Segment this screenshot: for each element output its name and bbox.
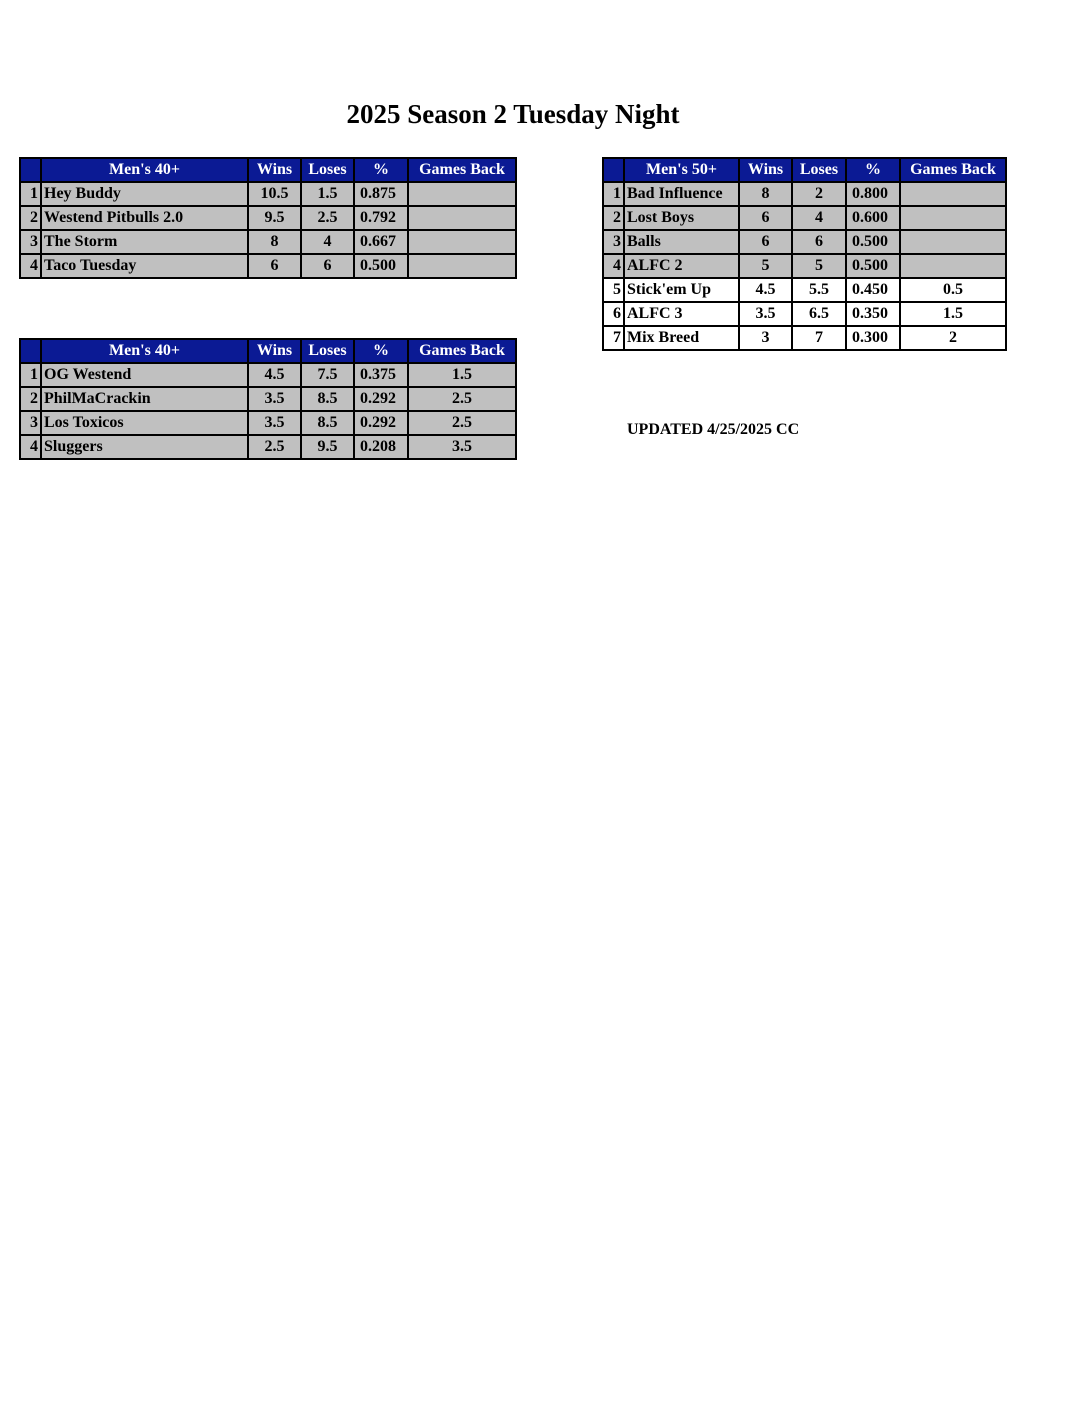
team-cell: Mix Breed [624, 326, 739, 350]
games-back-cell [408, 182, 516, 206]
wins-cell: 6 [739, 206, 792, 230]
team-cell: PhilMaCrackin [41, 387, 248, 411]
wins-cell: 2.5 [248, 435, 301, 459]
header-wins: Wins [739, 158, 792, 182]
team-cell: Hey Buddy [41, 182, 248, 206]
percent-cell: 0.350 [846, 302, 900, 326]
percent-cell: 0.292 [354, 411, 408, 435]
rank-cell: 4 [20, 254, 41, 278]
rank-cell: 4 [20, 435, 41, 459]
header-wins: Wins [248, 158, 301, 182]
wins-cell: 4.5 [248, 363, 301, 387]
table-row [603, 326, 1006, 350]
rank-cell: 3 [603, 230, 624, 254]
percent-cell: 0.600 [846, 206, 900, 230]
games-back-cell [900, 230, 1006, 254]
wins-cell: 6 [739, 230, 792, 254]
header-rank [603, 158, 624, 182]
wins-cell: 9.5 [248, 206, 301, 230]
percent-cell: 0.208 [354, 435, 408, 459]
rank-cell: 1 [603, 182, 624, 206]
team-cell: Taco Tuesday [41, 254, 248, 278]
loses-cell: 2 [792, 182, 846, 206]
wins-cell: 8 [248, 230, 301, 254]
team-cell: Lost Boys [624, 206, 739, 230]
standings-table-mens-40-a [19, 157, 517, 279]
loses-cell: 9.5 [301, 435, 354, 459]
team-cell: Bad Influence [624, 182, 739, 206]
loses-cell: 8.5 [301, 411, 354, 435]
table-row [603, 206, 1006, 230]
loses-cell: 2.5 [301, 206, 354, 230]
header-loses: Loses [301, 339, 354, 363]
rank-cell: 6 [603, 302, 624, 326]
rank-cell: 5 [603, 278, 624, 302]
table-row [603, 230, 1006, 254]
rank-cell: 4 [603, 254, 624, 278]
header-percent: % [354, 158, 408, 182]
standings-table-mens-50 [602, 157, 1007, 351]
table-row [603, 254, 1006, 278]
percent-cell: 0.792 [354, 206, 408, 230]
team-cell: ALFC 3 [624, 302, 739, 326]
games-back-cell [408, 230, 516, 254]
percent-cell: 0.300 [846, 326, 900, 350]
loses-cell: 7.5 [301, 363, 354, 387]
percent-cell: 0.800 [846, 182, 900, 206]
percent-cell: 0.450 [846, 278, 900, 302]
header-wins: Wins [248, 339, 301, 363]
wins-cell: 3 [739, 326, 792, 350]
rank-cell: 1 [20, 363, 41, 387]
games-back-cell [408, 206, 516, 230]
updated-note: UPDATED 4/25/2025 CC [627, 421, 800, 438]
table-row [20, 387, 516, 411]
wins-cell: 6 [248, 254, 301, 278]
team-cell: Los Toxicos [41, 411, 248, 435]
games-back-cell: 3.5 [408, 435, 516, 459]
header-rank [20, 339, 41, 363]
loses-cell: 4 [301, 230, 354, 254]
table-row [20, 363, 516, 387]
table-row [20, 230, 516, 254]
percent-cell: 0.667 [354, 230, 408, 254]
wins-cell: 3.5 [248, 387, 301, 411]
loses-cell: 5 [792, 254, 846, 278]
header-division: Men's 50+ [624, 158, 739, 182]
games-back-cell [900, 182, 1006, 206]
games-back-cell: 2.5 [408, 411, 516, 435]
loses-cell: 6.5 [792, 302, 846, 326]
header-rank [20, 158, 41, 182]
team-cell: OG Westend [41, 363, 248, 387]
games-back-cell: 0.5 [900, 278, 1006, 302]
table-row [20, 206, 516, 230]
games-back-cell: 2.5 [408, 387, 516, 411]
games-back-cell [900, 254, 1006, 278]
table-row [603, 278, 1006, 302]
table-row [603, 182, 1006, 206]
table-row [20, 435, 516, 459]
rank-cell: 3 [20, 411, 41, 435]
wins-cell: 4.5 [739, 278, 792, 302]
loses-cell: 7 [792, 326, 846, 350]
loses-cell: 1.5 [301, 182, 354, 206]
header-games-back: Games Back [408, 158, 516, 182]
games-back-cell [900, 206, 1006, 230]
loses-cell: 6 [792, 230, 846, 254]
percent-cell: 0.500 [846, 254, 900, 278]
team-cell: The Storm [41, 230, 248, 254]
standings-table-mens-40-b [19, 338, 517, 460]
percent-cell: 0.292 [354, 387, 408, 411]
wins-cell: 3.5 [248, 411, 301, 435]
wins-cell: 3.5 [739, 302, 792, 326]
games-back-cell: 1.5 [900, 302, 1006, 326]
games-back-cell: 2 [900, 326, 1006, 350]
games-back-cell: 1.5 [408, 363, 516, 387]
table-row [20, 182, 516, 206]
team-cell: Westend Pitbulls 2.0 [41, 206, 248, 230]
page-title: 2025 Season 2 Tuesday Night [346, 99, 680, 129]
loses-cell: 8.5 [301, 387, 354, 411]
wins-cell: 5 [739, 254, 792, 278]
loses-cell: 4 [792, 206, 846, 230]
team-cell: Balls [624, 230, 739, 254]
table-row [20, 411, 516, 435]
percent-cell: 0.875 [354, 182, 408, 206]
rank-cell: 3 [20, 230, 41, 254]
table-header-row [20, 339, 516, 363]
table-row [603, 302, 1006, 326]
wins-cell: 8 [739, 182, 792, 206]
percent-cell: 0.500 [354, 254, 408, 278]
wins-cell: 10.5 [248, 182, 301, 206]
header-division: Men's 40+ [41, 339, 248, 363]
header-division: Men's 40+ [41, 158, 248, 182]
rank-cell: 2 [20, 206, 41, 230]
header-loses: Loses [792, 158, 846, 182]
team-cell: Sluggers [41, 435, 248, 459]
table-header-row [603, 158, 1006, 182]
rank-cell: 7 [603, 326, 624, 350]
games-back-cell [408, 254, 516, 278]
team-cell: Stick'em Up [624, 278, 739, 302]
header-games-back: Games Back [900, 158, 1006, 182]
team-cell: ALFC 2 [624, 254, 739, 278]
header-percent: % [354, 339, 408, 363]
rank-cell: 2 [20, 387, 41, 411]
rank-cell: 1 [20, 182, 41, 206]
rank-cell: 2 [603, 206, 624, 230]
header-games-back: Games Back [408, 339, 516, 363]
table-header-row [20, 158, 516, 182]
table-row [20, 254, 516, 278]
loses-cell: 5.5 [792, 278, 846, 302]
percent-cell: 0.375 [354, 363, 408, 387]
header-loses: Loses [301, 158, 354, 182]
percent-cell: 0.500 [846, 230, 900, 254]
loses-cell: 6 [301, 254, 354, 278]
header-percent: % [846, 158, 900, 182]
